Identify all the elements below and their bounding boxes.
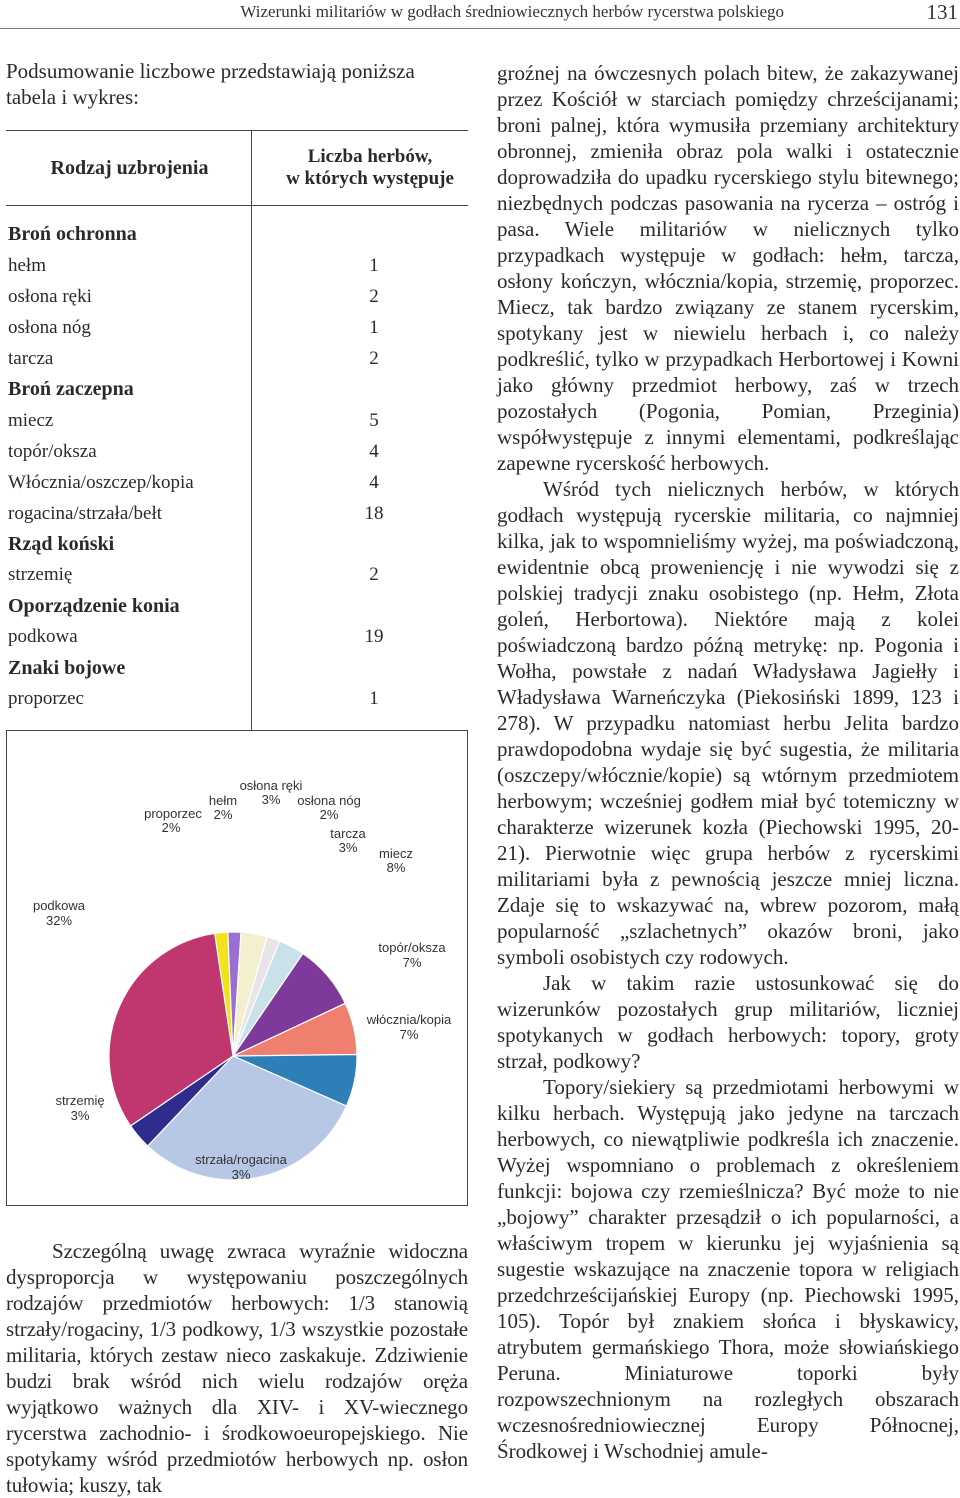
table-row	[6, 405, 468, 436]
pie-label: hełm	[208, 793, 238, 808]
pie-label-percent: 3%	[261, 792, 281, 807]
table-row	[6, 436, 468, 467]
row-value: 1	[369, 688, 379, 710]
right-column	[497, 60, 959, 1464]
pie-label: strzemię	[55, 1093, 105, 1108]
table-row	[6, 560, 468, 591]
pie-label: podkowa	[32, 898, 86, 913]
pie-label: strzała/rogacina	[195, 1152, 287, 1167]
row-label: osłona nóg	[6, 312, 252, 343]
row-label: Broń zaczepna	[6, 374, 252, 405]
intro-text: Podsumowanie liczbowe przedstawiają poniższa tabela i wykres:	[6, 59, 415, 109]
page-number: 131	[926, 0, 958, 24]
pie-label-percent: 8%	[386, 860, 406, 875]
row-value: 19	[364, 626, 384, 648]
row-value: 2	[369, 564, 379, 586]
table-row	[6, 622, 468, 653]
row-label: Rząd koński	[6, 529, 252, 560]
body-paragraph-1: groźnej na ówczesnych polach bitew, że zakazywanej przez Kościół w starciach pomiędzy chrześcijanami; broni palnej, która wymusiła przemiany architektury obronnej, zmieniła obraz pola walki i ostatecznie doprowadziła do upadku rycerskiego stylu bitewnego; niezbędnych podczas pasowania na rycerza – ostróg i pasa. Wiele militariów w nielicznych tylko przypadkach występuje w godłach: hełm, tarcza, osłony kończyn, włócznia/kopia, strzemię, proporzec. Miecz, tak bardzo związany ze stanem rycerskim, spotykany jest w niewielu herbach i, co należy podkreślić, tylko w przypadkach Herbortowej i Kowni jako główny przedmiot herbowy, zaś w trzech pozostałych (Pogonia, Pomian, Przeginia) współwystępuje z innymi elementami, podkreślając zapewne rycerskość herbowych.	[497, 61, 959, 475]
body-paragraph-2: Wśród tych nielicznych herbów, w których godłach występują rycerskie militaria, co najmniej kilka, jak to wspomnieliśmy wyżej, ma poświadczoną, ewidentnie obcą proweniencję i nie wywodzi się z polskiej tradycji znaku osobistego (np. Hełm, Złota goleń, Herbortowa). Niektóre mają z kolei poświadczoną bardzo późną metrykę: np. Pogonia i Wołha, powstałe z nadań Władysława Jagiełły i Władysława Warneńczyka (Piekosiński 1899, 123 i 278). W przypadku natomiast herbu Jelita bardzo prawdopodobna wydaje się być sugestia, że militaria (oszczepy/włócznie/kopie) są wtórnym przedmiotem herbowym; wcześniej godłem miał być totemiczny w charakterze wizerunek kozła (Piechowski 1995, 20-21). Pierwotnie więc grupa herbów z rycerskimi militariami była z pewnością jeszcze mniej liczna. Zdaje się to wskazywać na, wbrew pozorom, małą popularność „szlachetnych” okazów broni, jako symboli osobistych czy rodowych.	[497, 477, 959, 969]
table-spacer	[6, 715, 468, 730]
row-label: Broń ochronna	[6, 220, 252, 251]
col2-header	[252, 131, 469, 206]
row-value	[252, 220, 469, 251]
row-value: 2	[369, 347, 379, 369]
col1-header: Rodzaj uzbrojenia	[6, 131, 252, 206]
table-row	[6, 653, 468, 684]
table-row	[6, 684, 468, 715]
row-label: proporzec	[6, 684, 252, 715]
row-value: 2	[369, 285, 379, 307]
pie-label: miecz	[379, 846, 413, 861]
pie-label-percent: 3%	[338, 840, 358, 855]
pie-chart-svg	[7, 731, 467, 1205]
pie-label: proporzec	[144, 806, 202, 821]
table-row	[6, 529, 468, 560]
row-label: podkowa	[6, 622, 252, 653]
body-paragraph-left: Szczególną uwagę zwraca wyraźnie widoczna dysproporcja w występowaniu poszczególnych rodzajów przedmiotów herbowych: 1/3 stanowią strzały/rogaciny, 1/3 podkowy, 1/3 wszystkie pozostałe militaria, których zestaw nieco zaskakuje. Zdziwienie budzi brak wśród nich wielu rodzajów oręża wyjątkowo ważnych dla XIV- i XV-wiecznego rycerstwa zachodnio- i środkowoeuropejskiego. Nie spotykamy wśród przedmiotów herbowych np. osłon tułowia; kuszy, tak	[6, 1239, 468, 1497]
row-value: 18	[364, 502, 384, 524]
pie-label-percent: 2%	[319, 807, 339, 822]
pie-chart	[6, 730, 468, 1206]
table-row	[6, 250, 468, 281]
row-label: Oporządzenie konia	[6, 591, 252, 622]
pie-label: osłona ręki	[239, 778, 303, 793]
table-spacer	[6, 206, 468, 220]
body-paragraph-4: Topory/siekiery są przedmiotami herbowymi w kilku herbach. Występują jako jedyne na tarczach herbowych, co niewątpliwie podkreśla ich znaczenie. Wyżej wspomniano o problemach z określeniem funkcji: bojowa czy rzemieślnicza? Być może to nie „bojowy” charakter przesądził o ich popularności, a właściwym tropem w kierunku jej wyjaśnienia są sugestie wskazujące na znaczenie topora w religiach przedchrześcijańskiej Europy (np. Piechowski 1995, 105). Topór był znakiem słońca i błyskawicy, atrybutem germańskiego Thora, może słowiańskiego Peruna. Miniaturowe toporki były rozpowszechnionym na rozległych obszarach wczesnośredniowiecznej Europy Północnej, Środkowej i Wschodniej amule-	[497, 1075, 959, 1463]
row-value: 4	[369, 471, 379, 493]
pie-slices	[109, 932, 357, 1180]
running-title: Wizerunki militariów w godłach średniowiecznych herbów rycerstwa polskiego	[240, 2, 784, 21]
pie-label: osłona nóg	[297, 793, 361, 808]
table-row	[6, 220, 468, 251]
weapons-table	[6, 130, 468, 778]
pie-label-percent: 2%	[213, 807, 233, 822]
row-label: tarcza	[6, 343, 252, 374]
row-label: miecz	[6, 405, 252, 436]
row-label: osłona ręki	[6, 281, 252, 312]
row-label: hełm	[6, 250, 252, 281]
row-value: 1	[369, 316, 379, 338]
row-value	[252, 653, 469, 684]
running-header	[0, 0, 960, 29]
row-label: Włócznia/oszczep/kopia	[6, 467, 252, 498]
pie-label: włócznia/kopia	[366, 1012, 452, 1027]
body-paragraph-3: Jak w takim razie ustosunkować się do wizerunków pozostałych grup militariów, liczniej spotykanych w godłach herbowych: topory, groty strzał, podkowy?	[497, 971, 959, 1073]
table-row	[6, 498, 468, 529]
row-label: rogacina/strzała/bełt	[6, 498, 252, 529]
pie-label-percent: 2%	[161, 820, 181, 835]
row-value	[252, 374, 469, 405]
row-value: 5	[369, 409, 379, 431]
table-row	[6, 591, 468, 622]
table-row	[6, 312, 468, 343]
col2-header-line2: w których występuje	[286, 168, 454, 190]
row-value: 4	[369, 440, 379, 462]
pie-label-percent: 3%	[231, 1167, 251, 1182]
row-label: strzemię	[6, 560, 252, 591]
row-value	[252, 591, 469, 622]
pie-label-percent: 7%	[399, 1027, 419, 1042]
table-row	[6, 374, 468, 405]
table-row	[6, 343, 468, 374]
pie-label: tarcza	[330, 826, 366, 841]
row-value	[252, 529, 469, 560]
col2-header-line1: Liczba herbów,	[307, 146, 433, 168]
pie-label-percent: 7%	[402, 955, 422, 970]
table-header-row	[6, 131, 468, 206]
row-label: Znaki bojowe	[6, 653, 252, 684]
pie-label-percent: 3%	[70, 1108, 90, 1123]
row-value: 1	[369, 254, 379, 276]
pie-label: topór/oksza	[378, 940, 446, 955]
table-row	[6, 281, 468, 312]
left-column	[6, 58, 468, 1497]
pie-label-percent: 32%	[45, 913, 73, 928]
table-row	[6, 467, 468, 498]
row-label: topór/oksza	[6, 436, 252, 467]
